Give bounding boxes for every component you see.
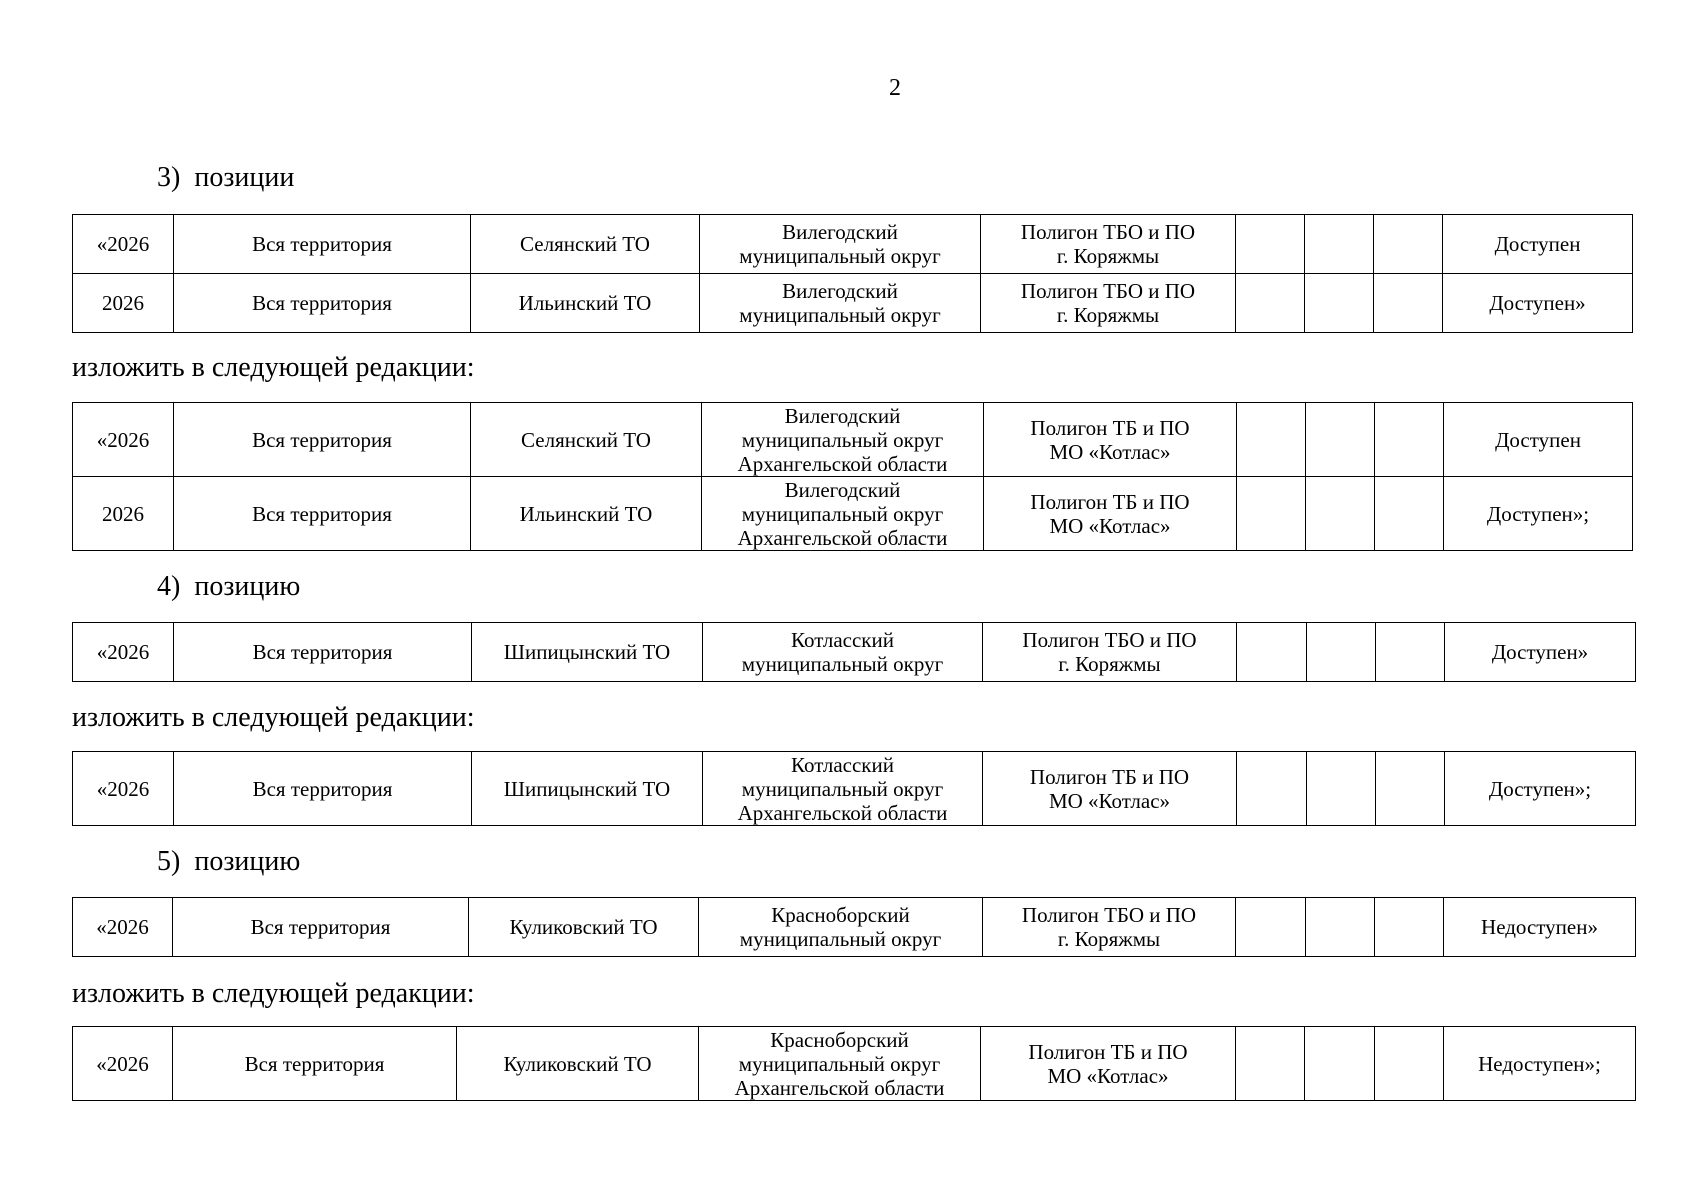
- cell-year: «2026: [73, 752, 174, 826]
- cell-empty: [1237, 752, 1307, 826]
- section-number: 5): [157, 846, 181, 877]
- section-5-original-table: [72, 897, 1636, 957]
- cell-line: Красноборский: [770, 1027, 909, 1052]
- cell-facility: [983, 898, 1236, 957]
- cell-line: г. Коряжмы: [1057, 927, 1161, 951]
- cell-municipality: [702, 477, 984, 551]
- cell-empty: [1305, 1027, 1375, 1101]
- section-4-new-label: изложить в следующей редакции:: [72, 702, 475, 733]
- cell-zone: Куликовский ТО: [457, 1027, 699, 1101]
- cell-empty: [1306, 898, 1375, 957]
- cell-line: Полигон ТБ и ПО: [1028, 1039, 1188, 1064]
- cell-line: муниципальный округ: [741, 776, 944, 801]
- section-3-original-table: [72, 214, 1633, 333]
- section-3-heading: [157, 162, 294, 194]
- cell-line: Полигон ТБ и ПО: [1030, 489, 1190, 514]
- cell-territory: Вся территория: [174, 403, 471, 477]
- cell-empty: [1376, 752, 1445, 826]
- cell-zone: Шипицынский ТО: [472, 623, 703, 682]
- section-label: позицию: [194, 846, 301, 877]
- cell-line: муниципальный округ: [738, 1051, 941, 1076]
- page-number: 2: [889, 75, 901, 101]
- cell-empty: [1236, 274, 1305, 333]
- section-3-new-label: изложить в следующей редакции:: [72, 352, 475, 383]
- cell-empty: [1236, 898, 1306, 957]
- section-5-new-table: [72, 1026, 1636, 1101]
- cell-empty: [1375, 898, 1444, 957]
- cell-municipality: [700, 215, 981, 274]
- cell-status: Недоступен»: [1444, 898, 1636, 957]
- cell-line: МО «Котлас»: [1047, 1063, 1169, 1088]
- cell-year: 2026: [73, 274, 174, 333]
- cell-territory: Вся территория: [174, 623, 472, 682]
- table-row: [73, 274, 1633, 333]
- table-row: [73, 623, 1636, 682]
- cell-line: муниципальный округ: [741, 652, 944, 676]
- cell-territory: Вся территория: [173, 1027, 457, 1101]
- cell-facility: [981, 215, 1236, 274]
- cell-line: муниципальный округ: [739, 303, 941, 327]
- cell-line: г. Коряжмы: [1056, 303, 1160, 327]
- cell-municipality: [702, 403, 984, 477]
- cell-status: Доступен»: [1443, 274, 1633, 333]
- cell-line: Полигон ТБ и ПО: [1029, 764, 1190, 789]
- cell-municipality: [699, 898, 983, 957]
- cell-empty: [1305, 274, 1374, 333]
- cell-zone: Шипицынский ТО: [472, 752, 703, 826]
- cell-empty: [1375, 477, 1444, 551]
- table-row: [73, 898, 1636, 957]
- cell-line: МО «Котлас»: [1049, 439, 1171, 464]
- cell-empty: [1237, 477, 1306, 551]
- cell-status: Доступен»;: [1444, 477, 1633, 551]
- cell-empty: [1306, 477, 1375, 551]
- cell-empty: [1237, 623, 1307, 682]
- cell-facility: [983, 623, 1237, 682]
- cell-line: МО «Котлас»: [1049, 513, 1171, 538]
- cell-line: Архангельской области: [737, 800, 948, 825]
- cell-year: «2026: [73, 1027, 173, 1101]
- cell-status: Доступен»;: [1445, 752, 1636, 826]
- cell-facility: [984, 477, 1237, 551]
- cell-empty: [1374, 215, 1443, 274]
- cell-line: Вилегодский: [784, 477, 901, 502]
- cell-line: Полигон ТБО и ПО: [1020, 220, 1196, 244]
- section-5-new-label: изложить в следующей редакции:: [72, 978, 475, 1009]
- cell-line: г. Коряжмы: [1058, 652, 1161, 676]
- cell-year: 2026: [73, 477, 174, 551]
- cell-line: Полигон ТБ и ПО: [1030, 415, 1190, 440]
- section-4-heading: [157, 571, 300, 603]
- cell-status: Доступен»: [1445, 623, 1636, 682]
- section-label: позиции: [194, 162, 295, 193]
- cell-line: Котласский: [791, 628, 894, 652]
- section-4-new-table: [72, 751, 1636, 826]
- cell-line: Красноборский: [771, 903, 910, 927]
- cell-municipality: [703, 752, 983, 826]
- table-row: [73, 477, 1633, 551]
- section-5-heading: [157, 846, 300, 878]
- cell-empty: [1305, 215, 1374, 274]
- cell-line: муниципальный округ: [739, 244, 941, 268]
- cell-empty: [1376, 623, 1445, 682]
- cell-facility: [981, 274, 1236, 333]
- section-label: позицию: [194, 571, 301, 602]
- cell-territory: Вся территория: [174, 752, 472, 826]
- cell-line: Архангельской области: [734, 1075, 945, 1100]
- cell-line: Полигон ТБО и ПО: [1022, 628, 1197, 652]
- cell-status: Недоступен»;: [1444, 1027, 1636, 1101]
- cell-line: муниципальный округ: [741, 501, 944, 526]
- cell-zone: Ильинский ТО: [471, 477, 702, 551]
- cell-territory: Вся территория: [173, 898, 469, 957]
- cell-empty: [1374, 274, 1443, 333]
- cell-line: Котласский: [791, 752, 894, 777]
- cell-line: Полигон ТБО и ПО: [1020, 279, 1196, 303]
- cell-territory: Вся территория: [174, 215, 471, 274]
- cell-territory: Вся территория: [174, 477, 471, 551]
- cell-status: Доступен: [1443, 215, 1633, 274]
- cell-line: муниципальный округ: [739, 927, 942, 951]
- cell-line: Вилегодский: [784, 403, 901, 428]
- cell-year: «2026: [73, 403, 174, 477]
- table-row: [73, 215, 1633, 274]
- section-3-new-table: [72, 402, 1633, 551]
- cell-line: Полигон ТБО и ПО: [1021, 903, 1197, 927]
- cell-zone: Ильинский ТО: [471, 274, 700, 333]
- cell-empty: [1237, 403, 1306, 477]
- cell-facility: [984, 403, 1237, 477]
- cell-empty: [1375, 1027, 1444, 1101]
- cell-line: муниципальный округ: [741, 427, 944, 452]
- cell-zone: Куликовский ТО: [469, 898, 699, 957]
- cell-zone: Селянский ТО: [471, 403, 702, 477]
- table-row: [73, 403, 1633, 477]
- cell-year: «2026: [73, 898, 173, 957]
- table-row: [73, 752, 1636, 826]
- cell-year: «2026: [73, 623, 174, 682]
- cell-empty: [1236, 1027, 1305, 1101]
- cell-empty: [1236, 215, 1305, 274]
- cell-municipality: [703, 623, 983, 682]
- cell-status: Доступен: [1444, 403, 1633, 477]
- section-number: 3): [157, 162, 181, 193]
- table-row: [73, 1027, 1636, 1101]
- cell-empty: [1306, 403, 1375, 477]
- cell-line: МО «Котлас»: [1048, 788, 1171, 813]
- cell-empty: [1307, 752, 1376, 826]
- cell-line: Архангельской области: [737, 451, 948, 476]
- cell-line: Вилегодский: [782, 279, 898, 303]
- cell-municipality: [699, 1027, 981, 1101]
- cell-line: Вилегодский: [782, 220, 898, 244]
- cell-line: г. Коряжмы: [1056, 244, 1160, 268]
- cell-facility: [981, 1027, 1236, 1101]
- cell-line: Архангельской области: [737, 525, 948, 550]
- section-number: 4): [157, 571, 181, 602]
- cell-facility: [983, 752, 1237, 826]
- cell-municipality: [700, 274, 981, 333]
- cell-year: «2026: [73, 215, 174, 274]
- cell-empty: [1375, 403, 1444, 477]
- cell-empty: [1307, 623, 1376, 682]
- section-4-original-table: [72, 622, 1636, 682]
- cell-territory: Вся территория: [174, 274, 471, 333]
- cell-zone: Селянский ТО: [471, 215, 700, 274]
